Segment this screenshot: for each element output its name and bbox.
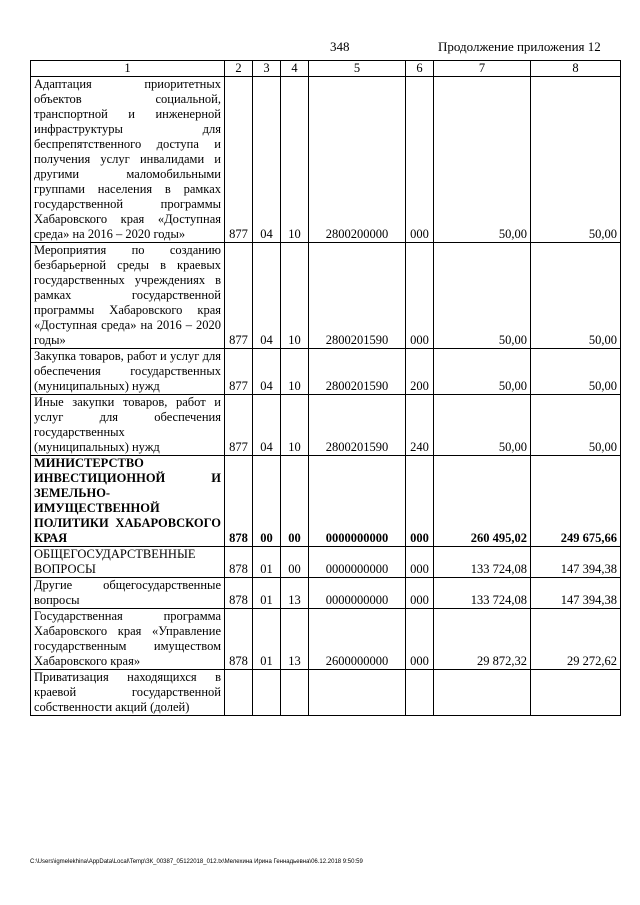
- row-value-cell: 04: [253, 77, 281, 243]
- column-header: 3: [253, 61, 281, 77]
- row-name-cell: Мероприятия по созданию безбарьерной среды в краевых государственных учреждениях в рамках государственной программы Хабаровского края «Доступная среда» на 2016 – 2020 годы»: [31, 243, 225, 349]
- row-value-cell: 2600000000: [309, 609, 406, 670]
- row-value-cell: 50,00: [531, 77, 621, 243]
- row-value-cell: 260 495,02: [434, 456, 531, 547]
- row-value-cell: [406, 670, 434, 716]
- row-value-cell: 2800201590: [309, 349, 406, 395]
- row-value-cell: 000: [406, 578, 434, 609]
- row-value-cell: [281, 670, 309, 716]
- row-name-cell: Адаптация приоритетных объектов социальной, транспортной и инженерной инфраструктуры для беспрепятственного доступа и получения услуг инвалидами и другими маломобильными группами населения в рамках государственной программы Хабаровского края «Доступная среда» на 2016 – 2020 годы»: [31, 77, 225, 243]
- row-value-cell: 000: [406, 77, 434, 243]
- row-value-cell: 04: [253, 243, 281, 349]
- row-value-cell: [531, 670, 621, 716]
- row-value-cell: [309, 670, 406, 716]
- table-header-row: [31, 61, 621, 77]
- row-value-cell: 000: [406, 456, 434, 547]
- row-value-cell: 10: [281, 243, 309, 349]
- row-value-cell: 10: [281, 349, 309, 395]
- row-value-cell: 50,00: [434, 349, 531, 395]
- table-row: [31, 243, 621, 349]
- row-value-cell: 10: [281, 77, 309, 243]
- row-name-cell: Другие общегосударственные вопросы: [31, 578, 225, 609]
- row-value-cell: 10: [281, 395, 309, 456]
- row-value-cell: 200: [406, 349, 434, 395]
- column-header: 8: [531, 61, 621, 77]
- row-value-cell: [253, 670, 281, 716]
- row-value-cell: 878: [225, 609, 253, 670]
- table-row: [31, 395, 621, 456]
- row-value-cell: 29 272,62: [531, 609, 621, 670]
- row-value-cell: 877: [225, 349, 253, 395]
- row-value-cell: 877: [225, 77, 253, 243]
- row-value-cell: 147 394,38: [531, 578, 621, 609]
- row-value-cell: 147 394,38: [531, 547, 621, 578]
- row-name-cell: Закупка товаров, работ и услуг для обеспечения государственных (муниципальных) нужд: [31, 349, 225, 395]
- row-value-cell: 878: [225, 456, 253, 547]
- table-row: [31, 349, 621, 395]
- table-row: [31, 547, 621, 578]
- budget-table: [30, 60, 621, 716]
- row-value-cell: 133 724,08: [434, 578, 531, 609]
- row-name-cell: ОБЩЕГОСУДАРСТВЕННЫЕ ВОПРОСЫ: [31, 547, 225, 578]
- row-value-cell: 000: [406, 547, 434, 578]
- row-value-cell: 249 675,66: [531, 456, 621, 547]
- row-name-cell: МИНИСТЕРСТВО ИНВЕСТИЦИОННОЙ И ЗЕМЕЛЬНО-ИМУЩЕСТВЕННОЙ ПОЛИТИКИ ХАБАРОВСКОГО КРАЯ: [31, 456, 225, 547]
- row-value-cell: 2800201590: [309, 395, 406, 456]
- row-value-cell: 00: [253, 456, 281, 547]
- row-value-cell: 29 872,32: [434, 609, 531, 670]
- column-header: 6: [406, 61, 434, 77]
- row-value-cell: 01: [253, 578, 281, 609]
- row-value-cell: 50,00: [434, 77, 531, 243]
- row-value-cell: 0000000000: [309, 547, 406, 578]
- row-value-cell: [225, 670, 253, 716]
- row-value-cell: 878: [225, 578, 253, 609]
- column-header: 1: [31, 61, 225, 77]
- row-value-cell: 01: [253, 547, 281, 578]
- table-row: [31, 670, 621, 716]
- row-value-cell: 13: [281, 609, 309, 670]
- row-value-cell: 2800201590: [309, 243, 406, 349]
- table-row: [31, 77, 621, 243]
- table-row: [31, 456, 621, 547]
- row-value-cell: 04: [253, 349, 281, 395]
- column-header: 7: [434, 61, 531, 77]
- row-value-cell: 50,00: [531, 395, 621, 456]
- row-value-cell: 00: [281, 547, 309, 578]
- row-name-cell: Иные закупки товаров, работ и услуг для обеспечения государственных (муниципальных) нужд: [31, 395, 225, 456]
- row-value-cell: 13: [281, 578, 309, 609]
- row-value-cell: 000: [406, 609, 434, 670]
- row-value-cell: 240: [406, 395, 434, 456]
- row-value-cell: 000: [406, 243, 434, 349]
- page-number: 348: [330, 39, 350, 54]
- row-value-cell: 0000000000: [309, 578, 406, 609]
- row-value-cell: 133 724,08: [434, 547, 531, 578]
- row-value-cell: 50,00: [531, 243, 621, 349]
- row-value-cell: 01: [253, 609, 281, 670]
- row-value-cell: 0000000000: [309, 456, 406, 547]
- continuation-label: Продолжение приложения 12: [438, 39, 601, 54]
- file-path-footer: C:\Users\igmelekhina\AppData\Local\Temp\ЗК_00387_05122018_012.tx\Мелехина Ирина Геннадьевна\06.12.2018 9:50:59: [30, 859, 363, 865]
- table-row: [31, 578, 621, 609]
- row-name-cell: Приватизация находящихся в краевой государственной собственности акций (долей): [31, 670, 225, 716]
- row-value-cell: 877: [225, 243, 253, 349]
- row-value-cell: 50,00: [531, 349, 621, 395]
- row-value-cell: 2800200000: [309, 77, 406, 243]
- row-value-cell: 00: [281, 456, 309, 547]
- row-value-cell: 04: [253, 395, 281, 456]
- column-header: 4: [281, 61, 309, 77]
- row-value-cell: 878: [225, 547, 253, 578]
- row-name-cell: Государственная программа Хабаровского края «Управление государственным имуществом Хабаровского края»: [31, 609, 225, 670]
- row-value-cell: 877: [225, 395, 253, 456]
- row-value-cell: 50,00: [434, 395, 531, 456]
- column-header: 5: [309, 61, 406, 77]
- table-row: [31, 609, 621, 670]
- column-header: 2: [225, 61, 253, 77]
- row-value-cell: [434, 670, 531, 716]
- row-value-cell: 50,00: [434, 243, 531, 349]
